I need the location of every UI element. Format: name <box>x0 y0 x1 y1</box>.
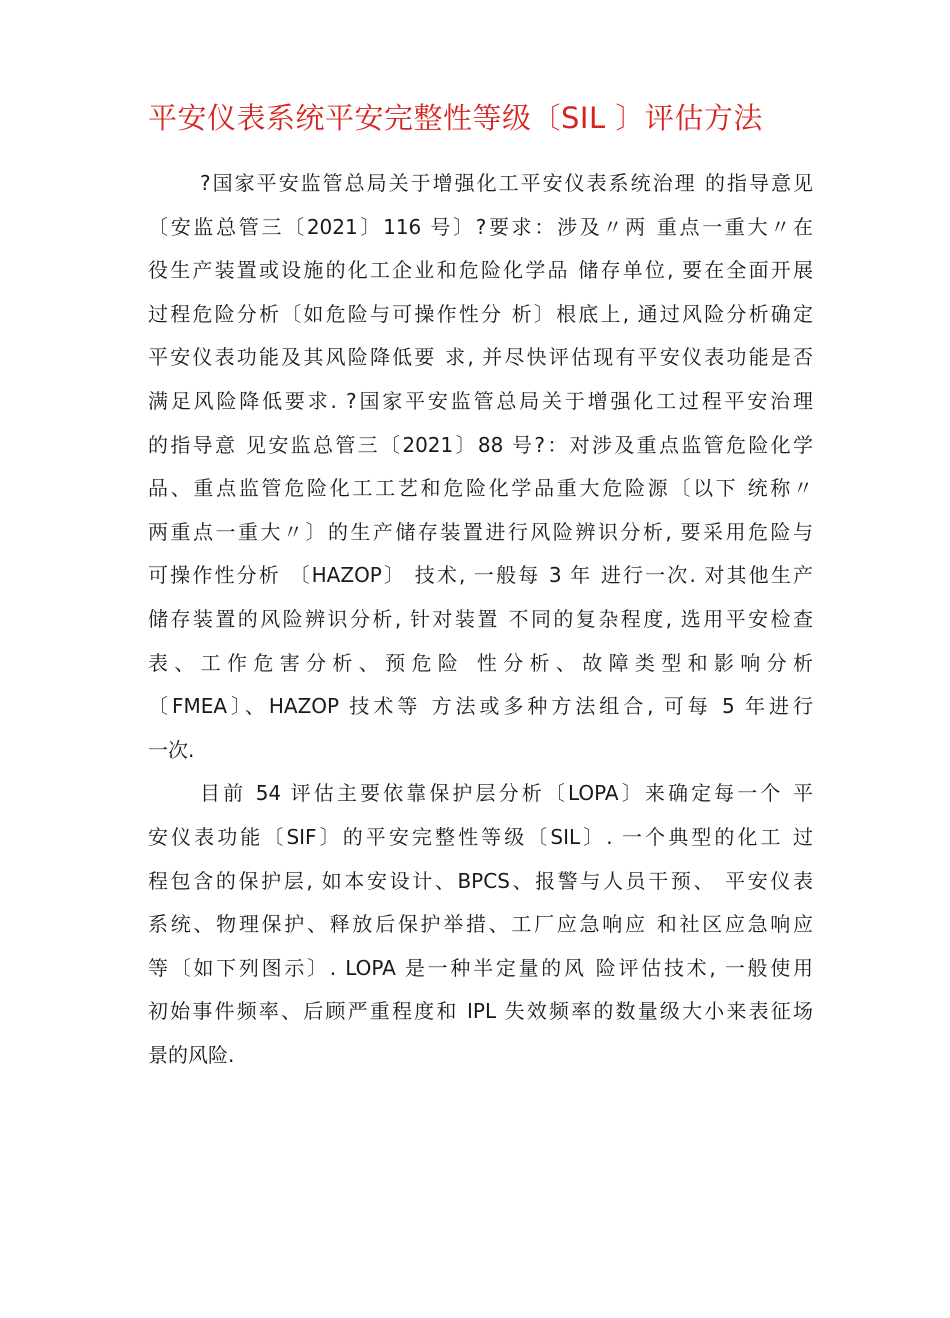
paragraph-line: 的指导意 见安监总管三〔2021〕88 号?：对涉及重点监管危险化学 <box>148 432 813 457</box>
paragraph-line: 程包含的保护层, 如本安设计、BPCS、报警与人员干预、 平安仪表 <box>148 868 813 893</box>
paragraph-line: 安仪表功能〔SIF〕的平安完整性等级〔SIL〕. 一个典型的化工 过 <box>148 824 813 849</box>
paragraph-line: 系统、物理保护、释放后保护举措、工厂应急响应 和社区应急响应 <box>148 912 813 937</box>
paragraph-line: 〔安监总管三〔2021〕116 号〕?要求：涉及〃两 重点一重大〃在 <box>148 214 813 239</box>
paragraph-line: 表、工作危害分析、预危险 性分析、故障类型和影响分析 <box>148 650 813 675</box>
paragraph-line: 可操作性分析 〔HAZOP〕 技术, 一般每 3 年 进行一次. 对其他生产 <box>148 563 813 588</box>
paragraph-line: 役生产装置或设施的化工企业和危险化学品 储存单位, 要在全面开展 <box>148 258 813 283</box>
paragraph-line: 过程危险分析〔如危险与可操作性分 析〕根底上, 通过风险分析确定 <box>148 301 813 326</box>
paragraph-line: 品、重点监管危险化工工艺和危险化学品重大危险源〔以下 统称〃 <box>148 476 813 501</box>
paragraph-line: 初始事件频率、后顾严重程度和 IPL 失效频率的数量级大小来表征场 <box>148 999 813 1024</box>
paragraph-line: 〔FMEA〕、HAZOP 技术等 方法或多种方法组合, 可每 5 年进行 <box>148 694 813 719</box>
paragraph-line: 平安仪表功能及其风险降低要 求, 并尽快评估现有平安仪表功能是否 <box>148 345 813 370</box>
paragraph-line: 景的风险. <box>148 1042 235 1067</box>
document-title: 平安仪表系统平安完整性等级〔SIL 〕评估方法 <box>148 101 763 135</box>
paragraph-2 <box>148 772 813 1077</box>
paragraph-line: 一次. <box>148 737 195 762</box>
paragraph-line: 储存装置的风险辨识分析, 针对装置 不同的复杂程度, 选用平安检查 <box>148 606 813 631</box>
paragraph-line: 等〔如下列图示〕. LOPA 是一种半定量的风 险评估技术, 一般使用 <box>148 955 813 980</box>
paragraph-line: ?国家平安监管总局关于增强化工平安仪表系统治理 的指导意见 <box>200 171 813 195</box>
paragraph-line: 两重点一重大〃〕的生产储存装置进行风险辨识分析, 要采用危险与 <box>148 519 813 544</box>
paragraph-1 <box>148 162 813 772</box>
paragraph-line: 目前 54 评估主要依靠保护层分析〔LOPA〕来确定每一个 平 <box>200 781 813 806</box>
paragraph-line: 满足风险降低要求. ?国家平安监管总局关于增强化工过程平安治理 <box>148 388 813 413</box>
document-body <box>148 162 813 1077</box>
